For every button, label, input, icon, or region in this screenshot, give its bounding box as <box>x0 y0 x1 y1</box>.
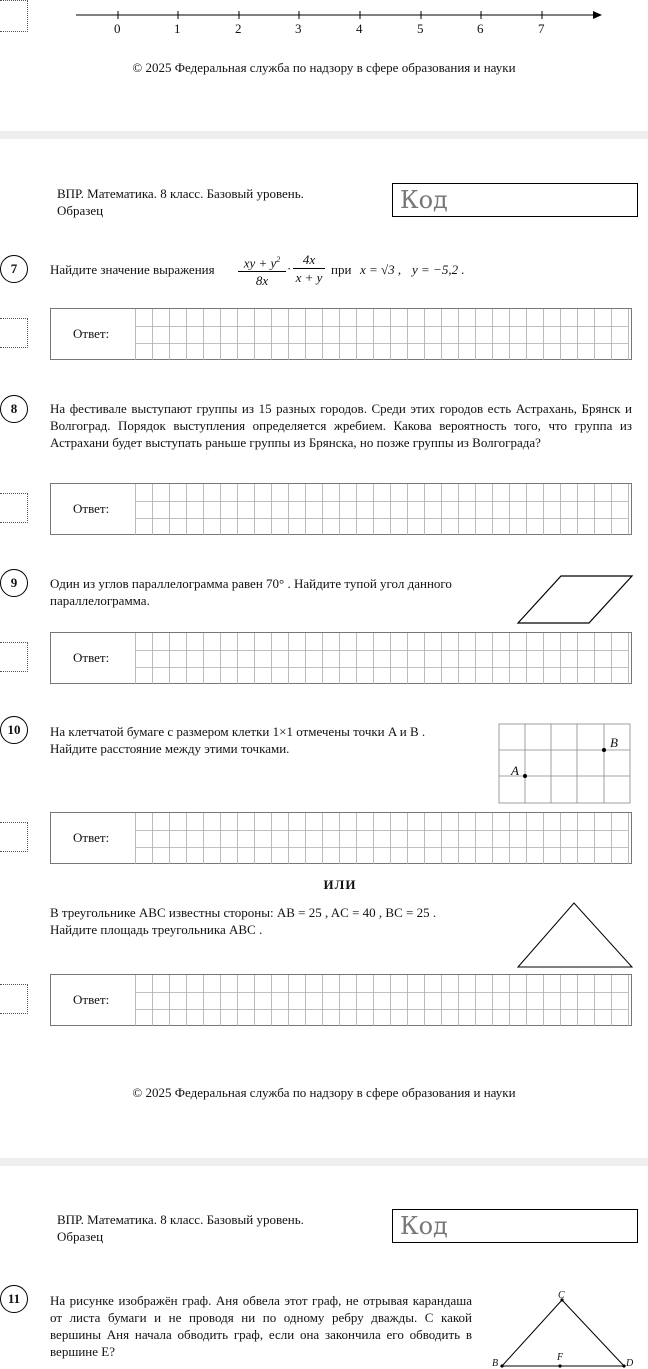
answer-label: Ответ: <box>73 501 110 516</box>
point-a-label: A <box>511 763 519 778</box>
tick-label: 4 <box>356 21 363 36</box>
fraction-2-den: x + y <box>295 270 323 285</box>
answer-grid[interactable] <box>135 813 633 865</box>
task-text: На клетчатой бумаге с размером клетки 1×1 отмечены точки A и B . <box>50 724 426 739</box>
answer-margin-box <box>0 0 28 32</box>
answer-margin-box <box>0 493 28 523</box>
tick-label: 6 <box>477 21 484 36</box>
page-separator <box>0 1158 648 1166</box>
tick-label: 1 <box>174 21 181 36</box>
answer-margin-box <box>0 984 28 1014</box>
answer-margin-box <box>0 822 28 852</box>
parallelogram-figure <box>515 572 635 628</box>
tick-label: 2 <box>235 21 242 36</box>
header-subtitle: Образец <box>57 203 104 218</box>
answer-box[interactable] <box>50 483 632 535</box>
dot-operator: · <box>287 261 292 276</box>
point-a <box>523 774 527 778</box>
code-field[interactable]: Код <box>392 183 638 217</box>
task-number: 9 <box>0 569 28 597</box>
point-b <box>602 748 606 752</box>
or-separator: ИЛИ <box>323 877 357 892</box>
copyright: © 2025 Федеральная служба по надзору в сфере образования и науки <box>132 1085 516 1100</box>
vertex-label: C <box>558 1290 565 1301</box>
answer-box[interactable] <box>50 974 632 1026</box>
fraction-1 <box>238 252 286 289</box>
task-text: Один из углов параллелограмма равен 70° . Найдите тупой угол данного параллелограмма. <box>50 576 452 608</box>
task-text: Найдите площадь треугольника ABC . <box>50 922 263 937</box>
graph-figure <box>490 1290 638 1368</box>
answer-margin-box <box>0 318 28 348</box>
answer-margin-box <box>0 642 28 672</box>
answer-label: Ответ: <box>73 992 110 1007</box>
header-title: ВПР. Математика. 8 класс. Базовый уровень. <box>57 186 304 201</box>
page-separator <box>0 131 648 139</box>
answer-grid[interactable] <box>135 309 633 361</box>
answer-label: Ответ: <box>73 650 110 665</box>
answer-grid[interactable] <box>135 975 633 1027</box>
task-text: при <box>331 262 352 277</box>
copyright: © 2025 Федеральная служба по надзору в сфере образования и науки <box>132 60 516 75</box>
tick-label: 0 <box>114 21 121 36</box>
answer-box[interactable] <box>50 308 632 360</box>
vertex-label: D <box>626 1358 634 1369</box>
task-text: Найдите значение выражения <box>50 262 215 277</box>
task-number: 10 <box>0 716 28 744</box>
answer-grid[interactable] <box>135 633 633 685</box>
answer-grid[interactable] <box>135 484 633 536</box>
header-title: ВПР. Математика. 8 класс. Базовый уровень. <box>57 1212 304 1227</box>
fraction-1-den: 8x <box>255 273 269 289</box>
fraction-1-num: xy + y <box>243 255 277 271</box>
fraction-2-num: 4x <box>293 252 325 269</box>
task-text: В треугольнике ABC известны стороны: AB = 25 , AC = 40 , BC = 25 . <box>50 905 437 920</box>
condition-x: x = √3 , <box>360 262 402 277</box>
triangle-figure <box>515 900 635 970</box>
tick-label: 7 <box>538 21 545 36</box>
task-text: На фестивале выступают группы из 15 разных городов. Среди этих городов есть Астрахань, Брянск и Волгоград. Порядок выступления определяется жребием. Какова вероятность того, что группа из Астрахани будет выступать раньше группы из Брянска, но позже группы из Волгограда? <box>50 401 632 450</box>
vertex-label: B <box>492 1358 499 1369</box>
tick-label: 5 <box>417 21 424 36</box>
number-line <box>70 6 610 38</box>
answer-label: Ответ: <box>73 326 110 341</box>
task-text: На рисунке изображён граф. Аня обвела этот граф, не отрывая карандаша от листа бумаги и не проводя ни по одному ребру дважды. С какой вершины Аня начала обводить граф, если она закончила его обводить в вершине E? <box>50 1293 472 1359</box>
condition-y: y = −5,2 . <box>412 262 465 277</box>
task-number: 7 <box>0 255 28 283</box>
answer-box[interactable] <box>50 812 632 864</box>
answer-box[interactable] <box>50 632 632 684</box>
fraction-1-sup: 2 <box>276 255 281 264</box>
task-text: Найдите расстояние между этими точками. <box>50 741 290 756</box>
fraction-2 <box>293 252 325 286</box>
point-b-label: B <box>610 735 618 750</box>
vertex-label: F <box>557 1352 564 1363</box>
task-number: 8 <box>0 395 28 423</box>
task-number: 11 <box>0 1285 28 1313</box>
code-field[interactable]: Код <box>392 1209 638 1243</box>
answer-label: Ответ: <box>73 830 110 845</box>
tick-label: 3 <box>295 21 302 36</box>
header-subtitle: Образец <box>57 1229 104 1244</box>
